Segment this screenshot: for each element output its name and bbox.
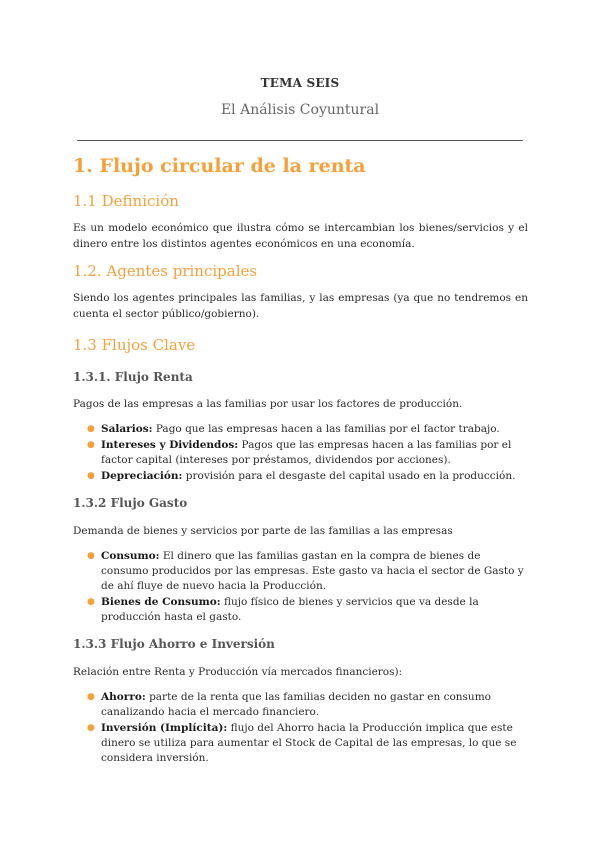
list-item: ● Intereses y Dividendos: Pagos que las empresas hacen a las familias por el factor capital (intereses por préstamos, dividendos por acciones). [87,439,512,466]
heading-flujo-ahorro-inversion: 1.3.3 Flujo Ahorro e Inversión [73,637,275,651]
heading-agentes-principales: 1.2. Agentes principales [73,262,258,280]
title-divider [77,140,523,141]
paragraph-flujo-renta: Pagos de las empresas a las familias por usar los factores de producción. [73,398,463,410]
list-item: ● Ahorro: parte de la renta que las familias deciden no gastar en consumo canalizando hacia el mercado financiero. [87,691,491,718]
paragraph-flujo-ahorro: Relación entre Renta y Producción vía mercados financieros): [73,666,403,678]
list-item: ● Consumo: El dinero que las familias gastan en la compra de bienes de consumo producidos por las empresas. Este gasto va hacia el sector de Gasto y de ahí fluye de nuevo hacia la Producción. [87,550,524,592]
list-item: ● Salarios: Pago que las empresas hacen a las familias por el factor trabajo. [87,423,500,435]
list-item: ● Depreciación: provisión para el desgaste del capital usado en la producción. [87,470,516,482]
heading-definicion: 1.1 Definición [73,192,179,210]
list-flujo-ahorro [87,690,527,767]
heading-flujo-gasto: 1.3.2 Flujo Gasto [73,496,188,510]
heading-flujos-clave: 1.3 Flujos Clave [73,336,196,354]
bullet-icon: ● [87,471,95,481]
list-item: ● Bienes de Consumo: flujo físico de bienes y servicios que va desde la producción hasta el gasto. [87,596,479,623]
document-subtitle: El Análisis Coyuntural [220,102,380,118]
section-heading-flujo-circular: 1. Flujo circular de la renta [73,155,366,177]
bullet-icon: ● [87,424,95,434]
heading-flujo-renta: 1.3.1. Flujo Renta [73,370,193,384]
bullet-icon: ● [87,597,95,607]
list-flujo-renta [87,422,527,485]
bullet-icon: ● [87,440,95,450]
list-flujo-gasto [87,549,527,626]
list-item: ● Inversión (Implícita): flujo del Ahorro hacia la Producción implica que este dinero se utiliza para aumentar el Stock de Capital de las empresas, lo que se considera inversión. [87,722,517,764]
paragraph-agentes: Siendo los agentes principales las familias, y las empresas (ya que no tendremos en cuenta el sector público/gobierno). [73,292,528,320]
document-title: TEMA SEIS [260,76,340,90]
bullet-icon: ● [87,692,95,702]
bullet-icon: ● [87,551,95,561]
paragraph-flujo-gasto: Demanda de bienes y servicios por parte de las familias a las empresas [73,525,453,537]
paragraph-definicion: Es un modelo económico que ilustra cómo se intercambian los bienes/servicios y el dinero entre los distintos agentes económicos en una economía. [73,222,528,250]
bullet-icon: ● [87,723,95,733]
